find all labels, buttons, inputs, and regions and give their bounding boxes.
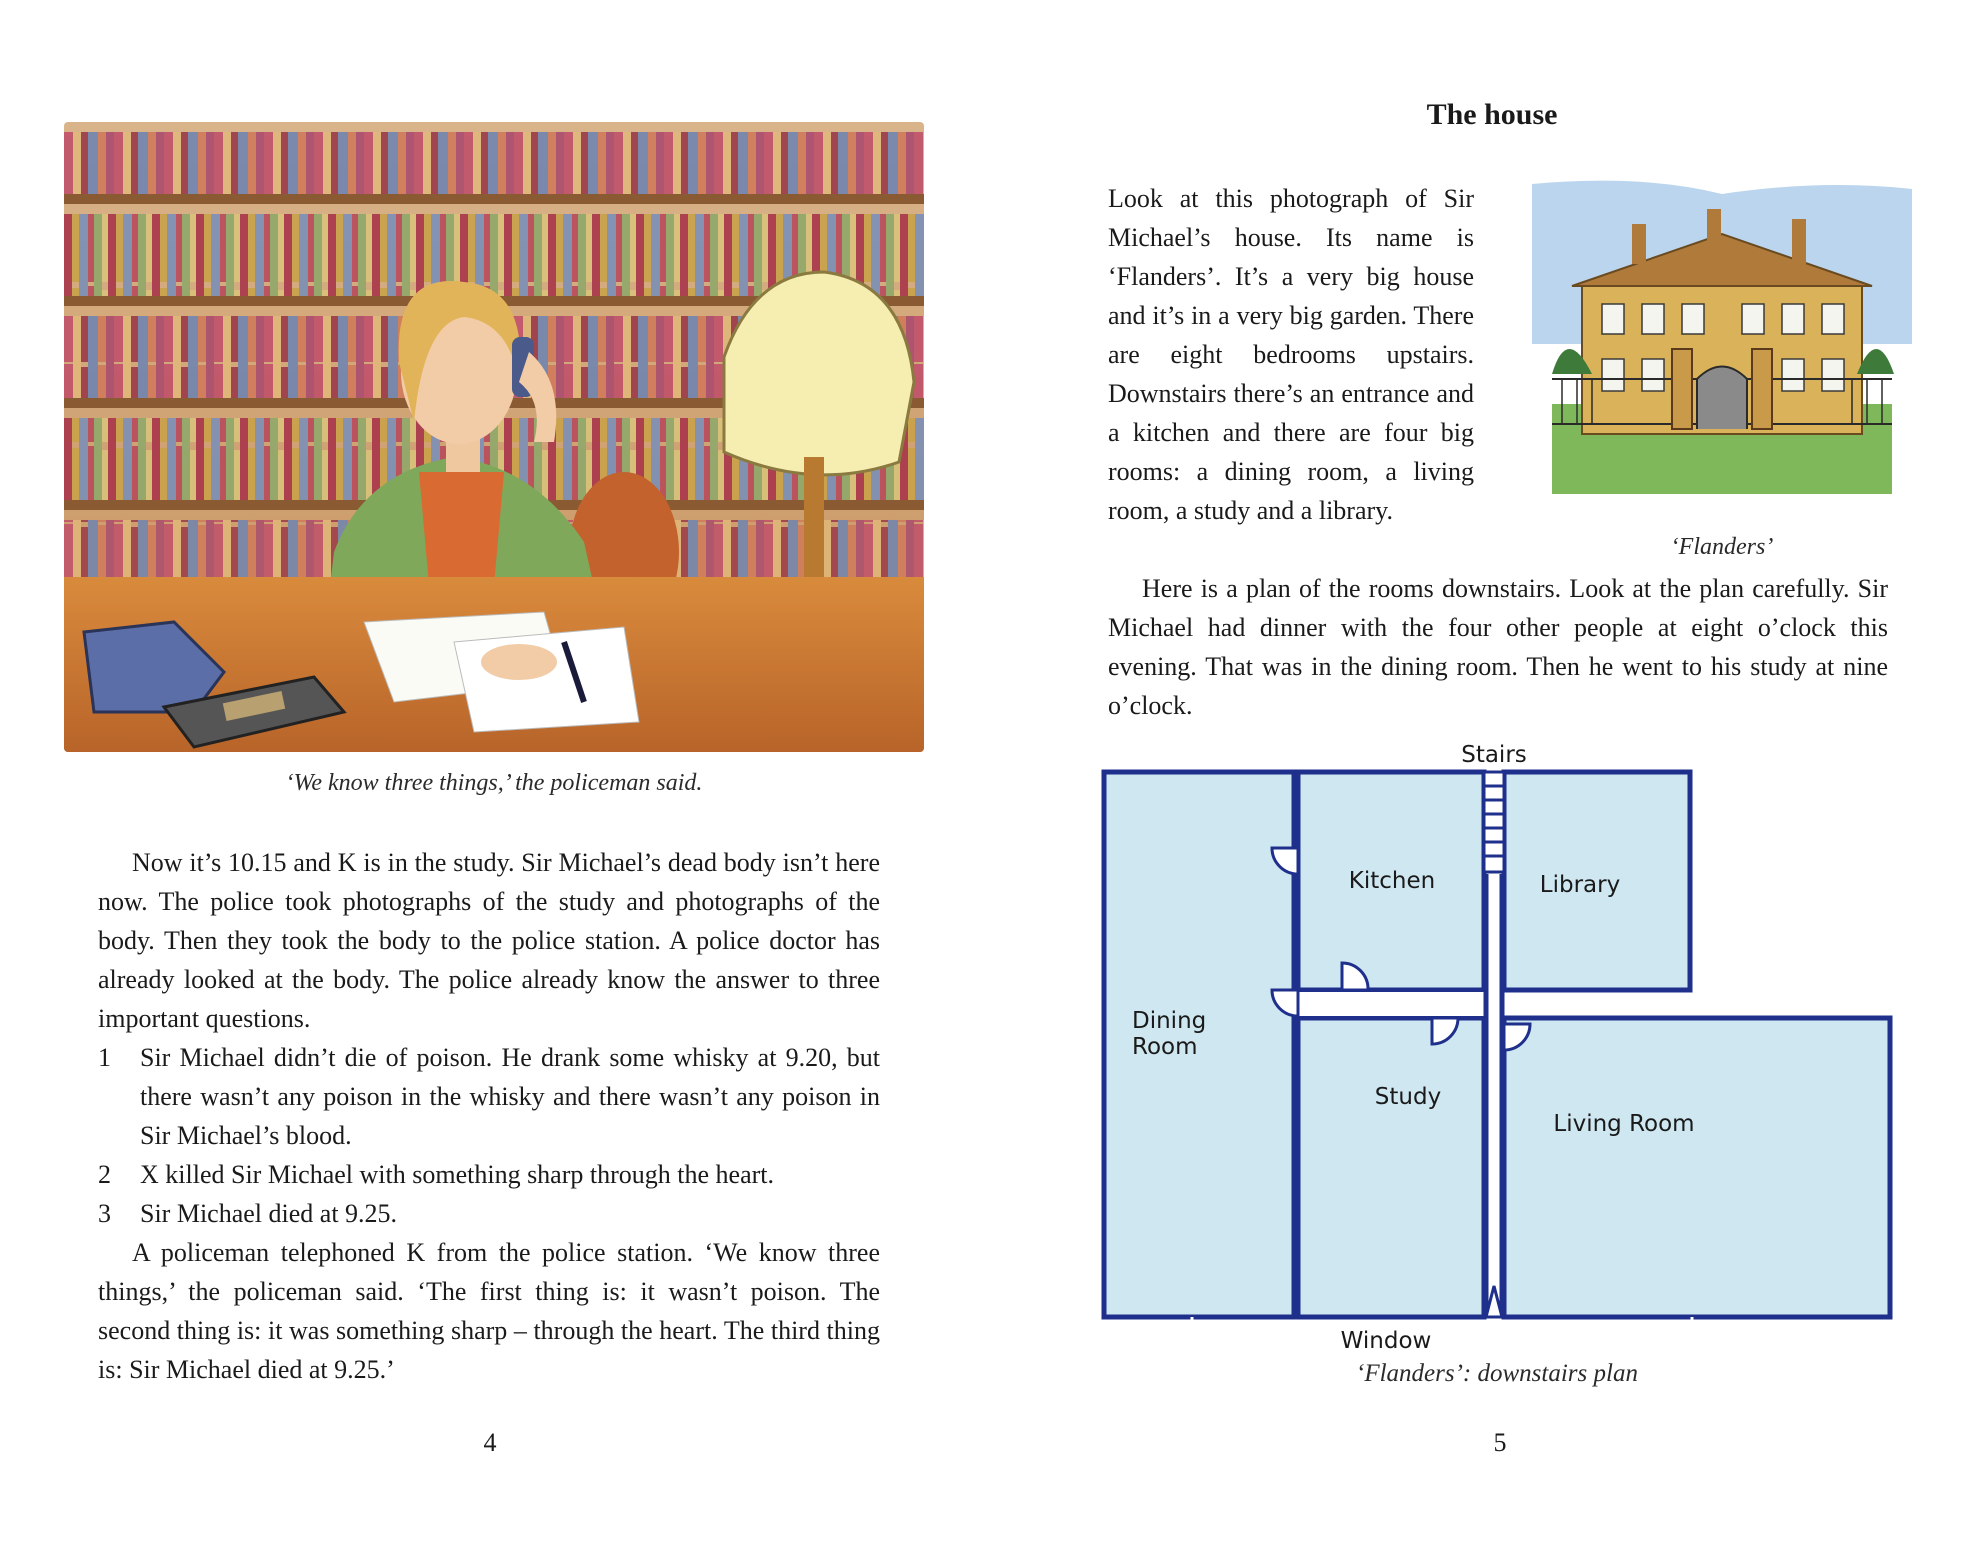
library-label: Library bbox=[1539, 872, 1621, 898]
paragraph: A policeman telephoned K from the police station. ‘We know three things,’ the policeman said. ‘The first thing is: it wasn’t poison. The second thing is: it was something sharp – through the heart. The third thing is: Sir Michael died at 9.25.’ bbox=[98, 1238, 880, 1384]
right-page bbox=[992, 0, 1983, 1545]
dining-label-line2: Room bbox=[1132, 1034, 1198, 1060]
illustration-caption: ‘We know three things,’ the policeman said. bbox=[285, 770, 703, 796]
library-phone-illustration bbox=[64, 122, 924, 752]
list-item bbox=[98, 1194, 880, 1233]
list-text: Sir Michael didn’t die of poison. He drank some whisky at 9.20, but there wasn’t any poison in the whisky and there wasn’t any poison in Sir Michael’s blood. bbox=[140, 1043, 880, 1150]
dining-label-line1: Dining bbox=[1132, 1008, 1207, 1034]
list-item bbox=[98, 1155, 880, 1194]
page-number: 4 bbox=[483, 1428, 497, 1457]
plan-caption: ‘Flanders’: downstairs plan bbox=[1356, 1360, 1638, 1387]
left-body-text bbox=[98, 843, 880, 1389]
window-label: Window bbox=[1340, 1328, 1432, 1350]
list-item bbox=[98, 1038, 880, 1155]
paragraph: Here is a plan of the rooms downstairs. Look at the plan carefully. Sir Michael had dinner with the four other people at eight o’clock this evening. That was in the dining room. Then he went to his study at nine o’clock. bbox=[1108, 574, 1888, 720]
study-label: Study bbox=[1374, 1084, 1442, 1110]
house-description bbox=[1108, 179, 1474, 530]
living-room bbox=[1504, 1018, 1890, 1317]
page-number: 5 bbox=[1493, 1428, 1507, 1457]
living-room-label: Living Room bbox=[1553, 1111, 1695, 1137]
list-number: 1 bbox=[98, 1043, 111, 1072]
list-number: 2 bbox=[98, 1160, 111, 1189]
stairs-label: Stairs bbox=[1461, 742, 1527, 768]
list-number: 3 bbox=[98, 1199, 111, 1228]
paragraph: Now it’s 10.15 and K is in the study. Sir Michael’s dead body isn’t here now. The police took photographs of the study and photographs of the body. Then they took the body to the police station. A police doctor has already looked at the body. The police already know the answer to three important questions. bbox=[98, 848, 880, 1033]
list-text: X killed Sir Michael with something sharp through the heart. bbox=[140, 1160, 774, 1189]
floor-plan bbox=[1092, 738, 1902, 1350]
paragraph: Look at this photograph of Sir Michael’s house. Its name is ‘Flanders’. It’s a very big house and it’s in a very big garden. There are eight bedrooms upstairs. Downstairs there’s an entrance and a kitchen and there are four big rooms: a dining room, a living room, a study and a library. bbox=[1108, 184, 1474, 525]
study-room bbox=[1298, 1018, 1484, 1317]
list-text: Sir Michael died at 9.25. bbox=[140, 1199, 398, 1228]
kitchen-label: Kitchen bbox=[1348, 868, 1436, 894]
plan-description bbox=[1108, 569, 1888, 725]
stairs bbox=[1484, 772, 1504, 872]
left-page bbox=[0, 0, 991, 1545]
house-caption: ‘Flanders’ bbox=[1670, 534, 1774, 560]
section-title: The house bbox=[1426, 98, 1558, 131]
house-illustration bbox=[1522, 174, 1922, 514]
